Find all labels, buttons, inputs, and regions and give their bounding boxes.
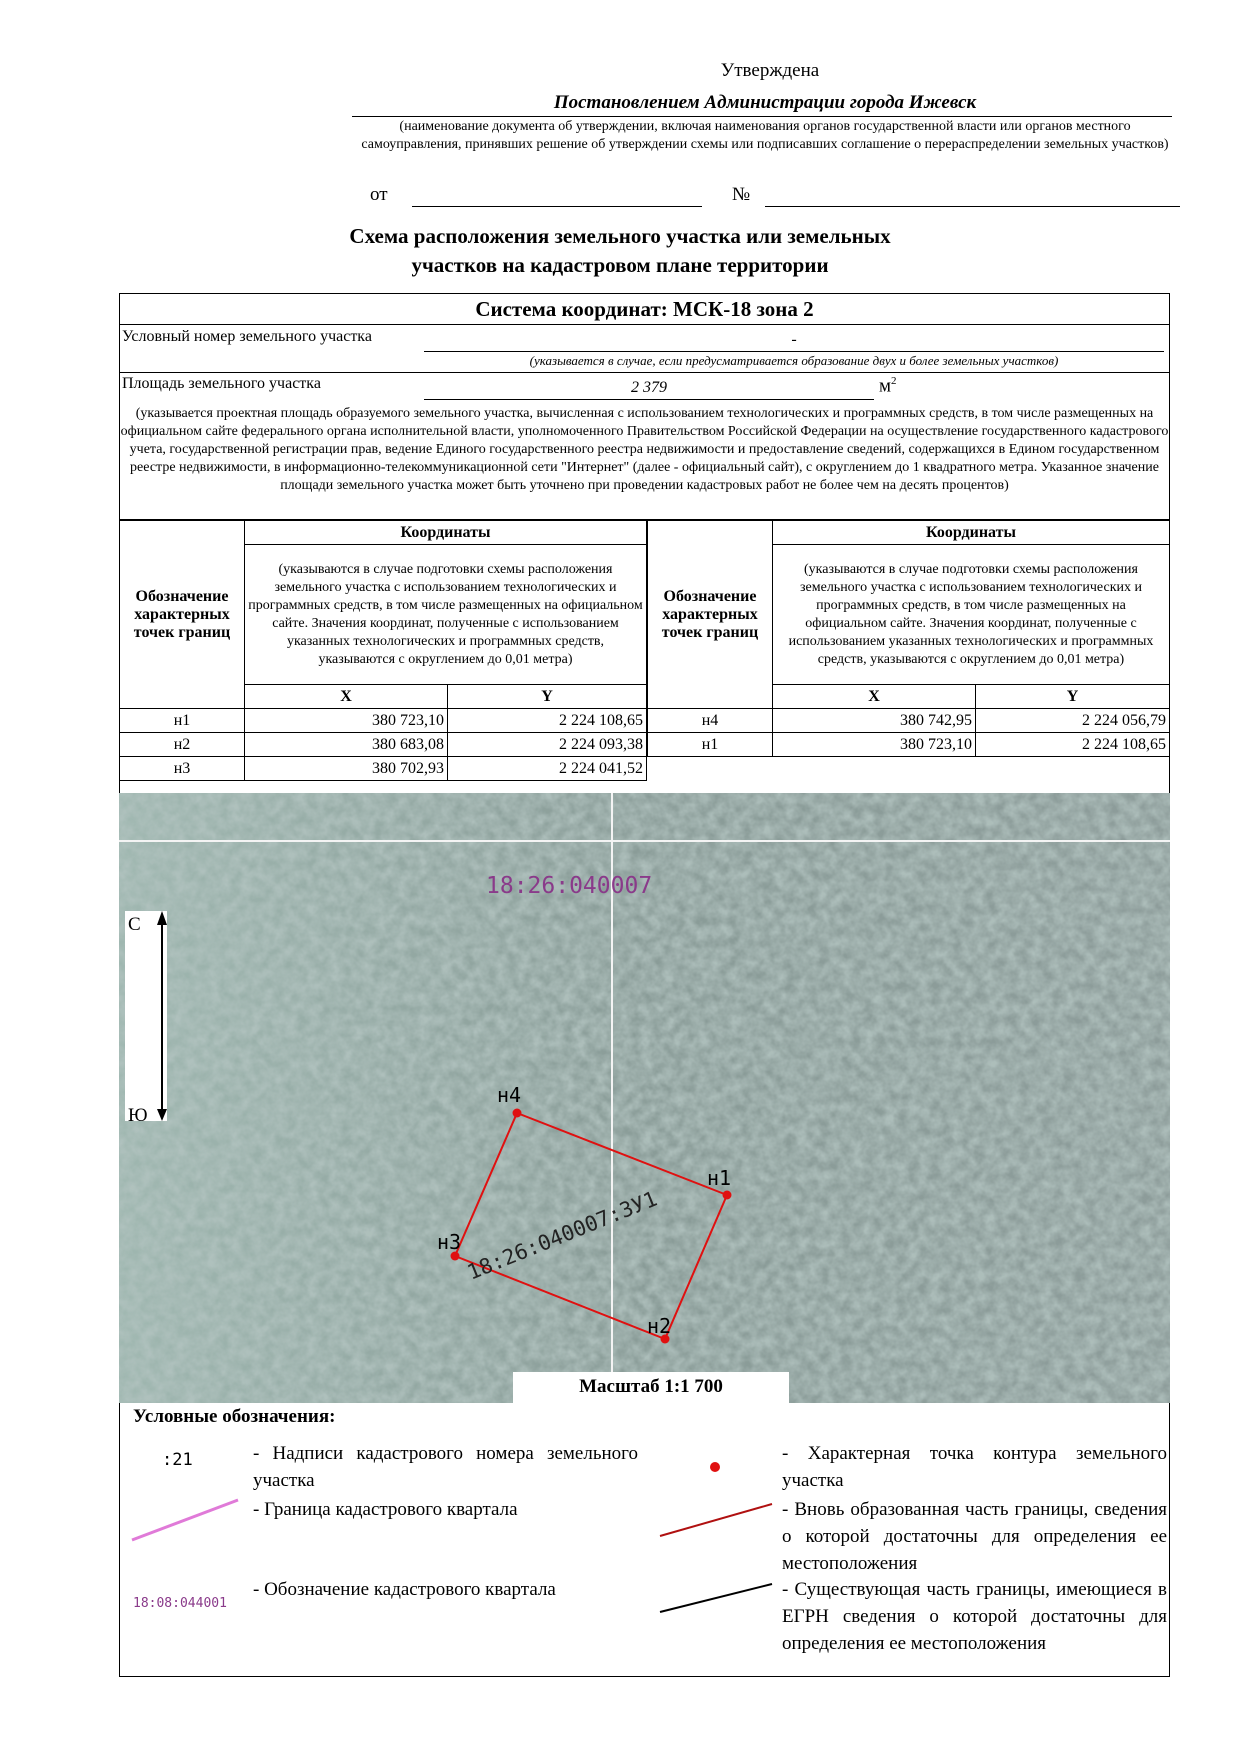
y-header: Y bbox=[976, 685, 1170, 709]
coordinates-table-right bbox=[647, 520, 1170, 757]
point-n4-marker[interactable] bbox=[513, 1109, 522, 1118]
parcel-label: 18:26:040007:ЗУ1 bbox=[463, 1186, 661, 1285]
coords-note: (указываются в случае подготовки схемы расположения земельного участка с использованием технологических и программных средств, в том числе размещенных на официальном сайте. Значения координат, полученные с использованием указанных технологических и программных средств, указываются с округлением до 0,01 метра) bbox=[773, 545, 1170, 685]
quarter-label: 18:26:040007 bbox=[486, 873, 653, 899]
point-header: Обозначение характерных точек границ bbox=[648, 521, 773, 709]
decree-note: (наименование документа об утверждении, включая наименования органов государственной власти или органов местного самоуправления, принявших решение об утверждении схемы или подписавших соглашение о перераспределении земельных участков) bbox=[361, 119, 1169, 152]
parcel-area-label: Площадь земельного участка bbox=[122, 375, 321, 392]
x-header: X bbox=[245, 685, 448, 709]
title-line-2: участков на кадастровом плане территории bbox=[411, 253, 829, 277]
document-title bbox=[250, 222, 990, 280]
y-header: Y bbox=[448, 685, 647, 709]
legend-symbol-cadastral-number: :21 bbox=[162, 1450, 193, 1470]
legend-symbol-quarter-label: 18:08:044001 bbox=[133, 1596, 227, 1611]
parcel-area-value: 2 379 bbox=[424, 379, 874, 400]
parcel-number-note: (указывается в случае, если предусматривается образование двух и более земельных участков) bbox=[529, 353, 1059, 368]
coordinate-system: Система координат: МСК-18 зона 2 bbox=[119, 293, 1170, 325]
number-field[interactable] bbox=[765, 184, 1180, 207]
decree-title: Постановлением Администрации города Ижевск bbox=[553, 92, 977, 113]
legend-point-symbol bbox=[700, 1452, 730, 1482]
date-prefix: от bbox=[370, 184, 388, 205]
legend-new-boundary-symbol bbox=[656, 1500, 776, 1540]
north-arrow-box bbox=[125, 911, 167, 1121]
unit-text: м bbox=[879, 375, 892, 397]
legend-existing-boundary-symbol bbox=[656, 1580, 776, 1616]
south-label: Ю bbox=[128, 1105, 148, 1126]
table-row: н3 380 702,93 2 224 041,52 bbox=[120, 757, 647, 781]
cadastral-map[interactable] bbox=[119, 793, 1170, 1403]
x-header: X bbox=[773, 685, 976, 709]
coordinates-table-left bbox=[119, 520, 647, 781]
point-label-n4: н4 bbox=[497, 1083, 522, 1107]
coords-header: Координаты bbox=[245, 521, 647, 545]
legend-text-quarter-boundary: - Граница кадастрового квартала bbox=[253, 1499, 518, 1520]
map-svg bbox=[119, 793, 1170, 1403]
point-label-n3: н3 bbox=[437, 1230, 462, 1254]
parcel-area-unit bbox=[879, 375, 897, 397]
legend-title: Условные обозначения: bbox=[133, 1406, 336, 1427]
table-row: н1 380 723,10 2 224 108,65 bbox=[120, 709, 647, 733]
legend-text-quarter-label: - Обозначение кадастрового квартала bbox=[253, 1579, 556, 1600]
legend-text-cadastral-number: - Надписи кадастрового номера земельного участка bbox=[253, 1443, 638, 1491]
parcel-number-label: Условный номер земельного участка bbox=[122, 328, 372, 345]
coords-header: Координаты bbox=[773, 521, 1170, 545]
point-label-n1: н1 bbox=[707, 1166, 732, 1190]
decree-underline bbox=[352, 116, 1172, 117]
parcel-number-value: - bbox=[424, 331, 1164, 352]
legend-quarter-boundary-symbol bbox=[128, 1496, 243, 1544]
legend-text-point: - Характерная точка контура земельного участка bbox=[782, 1443, 1167, 1491]
unit-sup: 2 bbox=[891, 375, 897, 387]
date-number-row bbox=[370, 184, 1180, 210]
table-row: н1 380 723,10 2 224 108,65 bbox=[648, 733, 1170, 757]
title-line-1: Схема расположения земельного участка или земельных bbox=[349, 224, 891, 248]
number-prefix: № bbox=[732, 184, 751, 205]
parcel-number-row bbox=[119, 325, 1170, 373]
legend-text-new-boundary: - Вновь образованная часть границы, сведения о которой достаточны для определения ее местоположения bbox=[782, 1499, 1167, 1574]
table-row: н2 380 683,08 2 224 093,38 bbox=[120, 733, 647, 757]
parcel-area-note: (указывается проектная площадь образуемого земельного участка, вычисленная с использованием технологических и программных средств, в том числе размещенных на официальном сайте федерального органа исполнительной власти, уполномоченного Правительством Российской Федерации на осуществление государственного кадастрового учета, государственной регистрации прав, ведение Единого государственного реестра недвижимости и предоставление сведений, содержащихся в Едином государственном реестре недвижимости, в информационно-телекоммуникационной сети "Интернет" (далее - официальный сайт), с округлением до 1 квадратного метра. Указанное значение площади земельного участка может быть уточнено при проведении кадастровых работ не более чем на десять процентов) bbox=[120, 406, 1169, 493]
coords-note: (указываются в случае подготовки схемы расположения земельного участка с использованием технологических и программных средств, в том числе размещенных на официальном сайте. Значения координат, полученные с использованием указанных технологических и программных средств, указываются с округлением до 0,01 метра) bbox=[245, 545, 647, 685]
point-label-n2: н2 bbox=[647, 1314, 672, 1338]
legend-text-existing-boundary: - Существующая часть границы, имеющиеся в ЕГРН сведения о которой достаточны для определения ее местоположения bbox=[782, 1579, 1167, 1654]
point-header: Обозначение характерных точек границ bbox=[120, 521, 245, 709]
approved-label: Утверждена bbox=[720, 60, 820, 81]
table-row: н4 380 742,95 2 224 056,79 bbox=[648, 709, 1170, 733]
date-field[interactable] bbox=[412, 184, 702, 207]
north-label: С bbox=[128, 914, 141, 935]
point-n1-marker[interactable] bbox=[723, 1191, 732, 1200]
map-scale: Масштаб 1:1 700 bbox=[513, 1372, 789, 1404]
